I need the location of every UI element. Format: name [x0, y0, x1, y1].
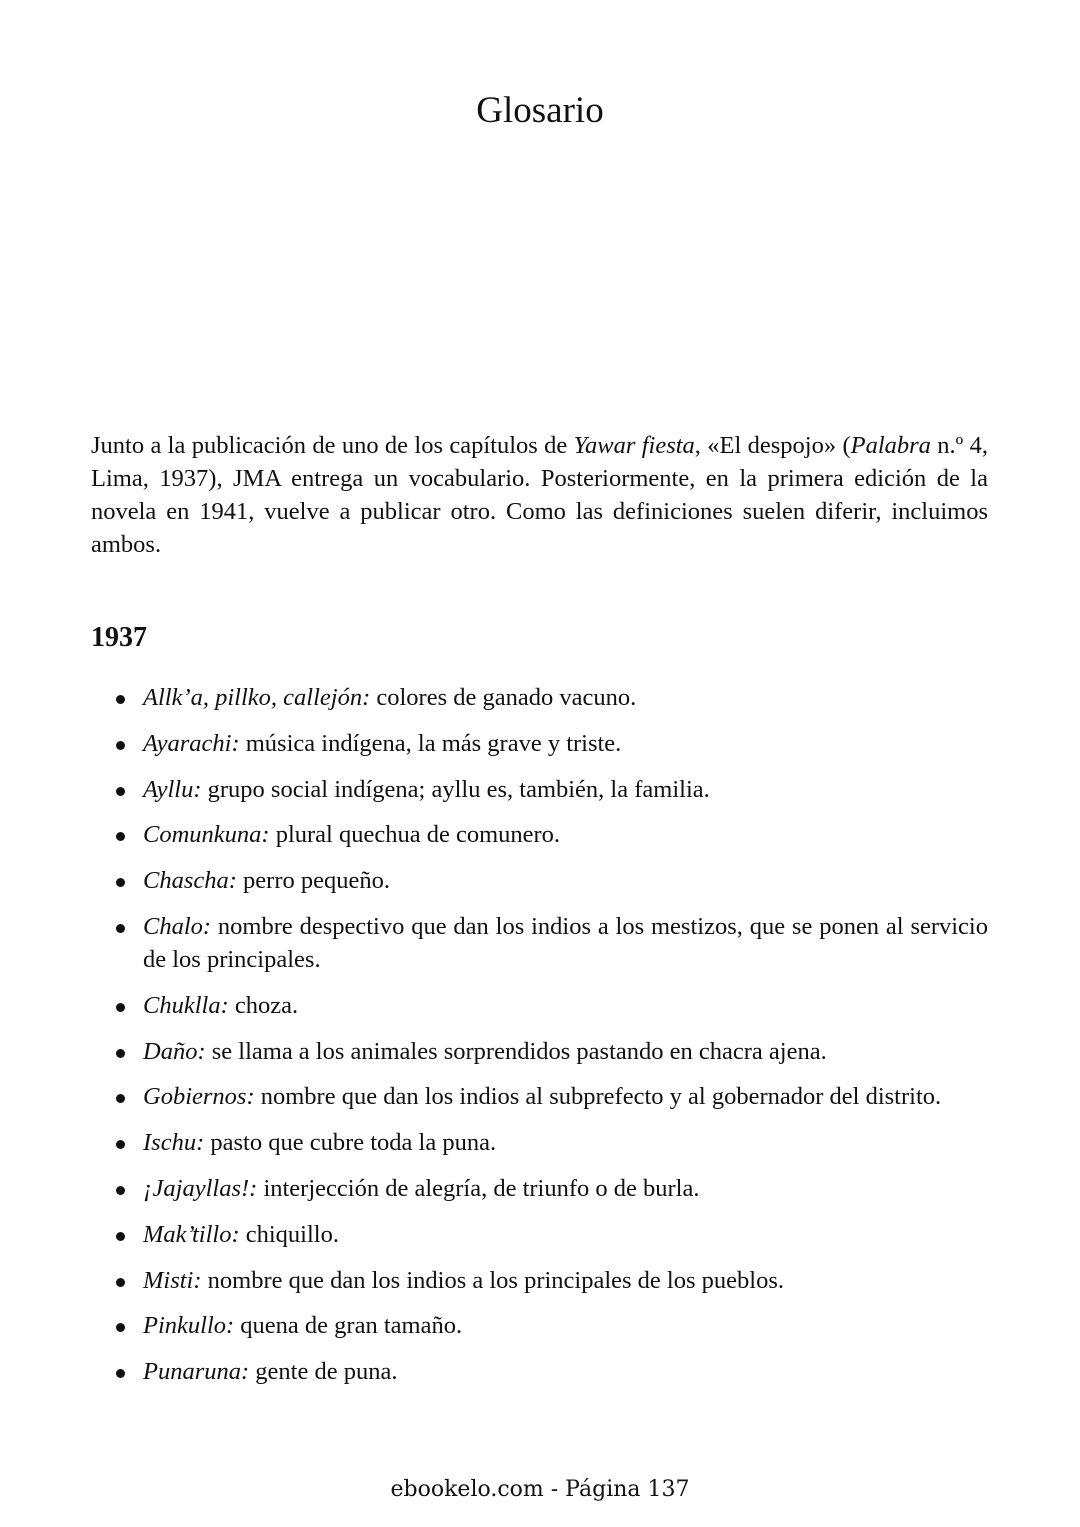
- glossary-definition: chiquillo.: [239, 1220, 339, 1248]
- glossary-term: Gobiernos:: [143, 1083, 255, 1111]
- glossary-term: Chuklla:: [143, 991, 229, 1019]
- bullet-icon: [116, 1003, 125, 1012]
- bullet-icon: [116, 1369, 125, 1378]
- glossary-definition: quena de gran tamaño.: [234, 1312, 463, 1340]
- glossary-entry: [143, 1309, 988, 1342]
- glossary-term: Chalo:: [143, 912, 212, 940]
- glossary-entry: [143, 1355, 988, 1388]
- glossary-list: [143, 681, 988, 1401]
- glossary-definition: interjección de alegría, de triunfo o de burla.: [257, 1174, 700, 1202]
- intro-paragraph: [91, 429, 988, 561]
- bullet-icon: [116, 1140, 125, 1149]
- bullet-icon: [116, 787, 125, 796]
- glossary-entry: [143, 1035, 988, 1068]
- glossary-entry: [143, 1264, 988, 1297]
- glossary-entry: [143, 1126, 988, 1159]
- intro-text: , «El despojo» (: [694, 432, 851, 459]
- glossary-definition: música indígena, la más grave y triste.: [239, 729, 622, 757]
- bullet-icon: [116, 1323, 125, 1332]
- glossary-definition: se llama a los animales sorprendidos pastando en chacra ajena.: [205, 1037, 827, 1065]
- glossary-term: Misti:: [143, 1266, 202, 1294]
- glossary-entry: [143, 1218, 988, 1251]
- glossary-definition: nombre que dan los indios al subprefecto y al gobernador del distrito.: [254, 1083, 942, 1111]
- glossary-term: Punaruna:: [143, 1358, 250, 1386]
- book-title-yawar-fiesta: Yawar fiesta: [573, 432, 695, 459]
- glossary-entry: [143, 818, 988, 851]
- intro-text: n.º 4, Lima, 1937), JMA entrega un vocabulario. Posteriormente, en la primera edición de la novela en 1941, vuelve a publicar otro. Como las definiciones suelen diferir, incluimos ambos.: [91, 432, 988, 558]
- glossary-definition: plural quechua de comunero.: [269, 821, 561, 849]
- bullet-icon: [116, 1186, 125, 1195]
- page-title: Glosario: [476, 90, 604, 131]
- bullet-icon: [116, 924, 125, 933]
- glossary-entry: [143, 773, 988, 806]
- glossary-definition: gente de puna.: [249, 1358, 398, 1386]
- glossary-term: Daño:: [143, 1037, 206, 1065]
- glossary-definition: nombre despectivo que dan los indios a los mestizos, que se ponen al servicio de los principales.: [143, 912, 988, 973]
- glossary-entry: [143, 1080, 988, 1113]
- glossary-entry: [143, 681, 988, 714]
- glossary-term: ¡Jajayllas!:: [143, 1174, 258, 1202]
- bullet-icon: [116, 741, 125, 750]
- glossary-definition: colores de ganado vacuno.: [370, 684, 637, 711]
- bullet-icon: [116, 1094, 125, 1103]
- glossary-term: Chascha:: [143, 867, 237, 895]
- glossary-term: Ayllu:: [143, 775, 202, 803]
- glossary-definition: perro pequeño.: [236, 867, 390, 895]
- section-heading-1937: 1937: [91, 622, 147, 653]
- glossary-entry: [143, 864, 988, 897]
- glossary-definition: choza.: [228, 991, 299, 1019]
- magazine-title-palabra: Palabra: [850, 432, 931, 459]
- glossary-definition: pasto que cubre toda la puna.: [204, 1129, 497, 1157]
- page-footer: ebookelo.com - Página 137: [390, 1477, 690, 1502]
- glossary-term: Pinkullo:: [143, 1312, 235, 1340]
- glossary-term: Ayarachi:: [143, 729, 240, 757]
- glossary-term: Ischu:: [143, 1129, 205, 1157]
- bullet-icon: [116, 1232, 125, 1241]
- glossary-definition: nombre que dan los indios a los principales de los pueblos.: [201, 1266, 784, 1294]
- glossary-entry: [143, 910, 988, 976]
- bullet-icon: [116, 832, 125, 841]
- glossary-definition: grupo social indígena; ayllu es, también, la familia.: [201, 775, 710, 803]
- glossary-entry: [143, 1172, 988, 1205]
- intro-text: Junto a la publicación de uno de los capítulos de: [91, 432, 574, 459]
- bullet-icon: [116, 1049, 125, 1058]
- glossary-term: Allk’a, pillko, callejón:: [143, 684, 371, 711]
- glossary-entry: [143, 989, 988, 1022]
- bullet-icon: [116, 695, 125, 704]
- bullet-icon: [116, 1278, 125, 1287]
- glossary-term: Comunkuna:: [143, 821, 270, 849]
- glossary-term: Mak’tillo:: [143, 1220, 240, 1248]
- glossary-entry: [143, 727, 988, 760]
- bullet-icon: [116, 878, 125, 887]
